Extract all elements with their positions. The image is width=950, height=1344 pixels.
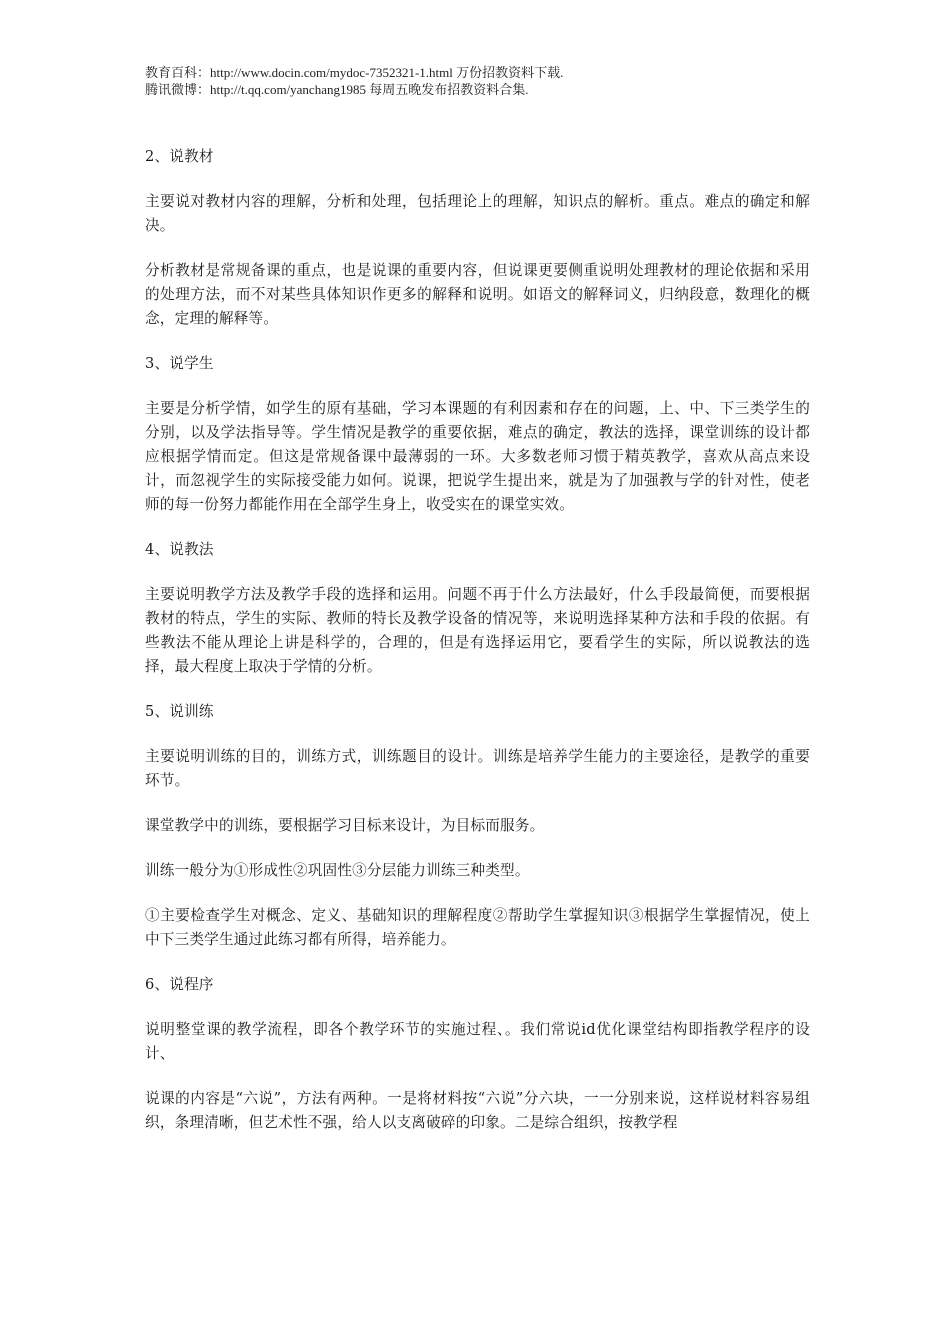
section-heading-teaching-material: 2、说教材 xyxy=(145,148,214,165)
paragraph: 主要说明训练的目的，训练方式，训练题目的设计。训练是培养学生能力的主要途径，是教学的重要环节。 xyxy=(145,748,810,789)
section-heading-students: 3、说学生 xyxy=(145,355,214,372)
header-line-baike: 教育百科：http://www.docin.com/mydoc-7352321-1.html 万份招教资料下载. xyxy=(145,65,564,80)
section-heading-training: 5、说训练 xyxy=(145,703,214,720)
paragraph: 分析教材是常规备课的重点，也是说课的重要内容，但说课更要侧重说明处理教材的理论依据和采用的处理方法，而不对某些具体知识作更多的解释和说明。如语文的解释词义，归纳段意，数理化的概念，定理的解释等。 xyxy=(145,262,810,327)
paragraph: 训练一般分为①形成性②巩固性③分层能力训练三种类型。 xyxy=(145,862,530,879)
header-line-weibo: 腾讯微博：http://t.qq.com/yanchang1985 每周五晚发布招教资料合集. xyxy=(145,82,529,97)
paragraph: 说明整堂课的教学流程，即各个教学环节的实施过程、。我们常说id优化课堂结构即指教学程序的设计、 xyxy=(145,1021,810,1062)
paragraph: 课堂教学中的训练，要根据学习目标来设计，为目标而服务。 xyxy=(145,817,545,834)
page-header xyxy=(145,64,825,98)
paragraph: 说课的内容是“六说”，方法有两种。一是将材料按“六说”分六块，一一分别来说，这样说材料容易组织，条理清晰，但艺术性不强，给人以支离破碎的印象。二是综合组织，按教学程 xyxy=(145,1090,810,1131)
paragraph: 主要是分析学情，如学生的原有基础，学习本课题的有利因素和存在的问题，上、中、下三类学生的分别，以及学法指导等。学生情况是教学的重要依据，难点的确定，教法的选择，课堂训练的设计都应根据学情而定。但这是常规备课中最薄弱的一环。大多数老师习惯于精英教学，喜欢从高点来设计，而忽视学生的实际接受能力如何。说课，把说学生提出来，就是为了加强教与学的针对性，使老师的每一份努力都能作用在全部学生身上，收受实在的课堂实效。 xyxy=(145,400,810,513)
document-body xyxy=(145,145,810,1156)
section-heading-teaching-method: 4、说教法 xyxy=(145,541,214,558)
paragraph: 主要说明教学方法及教学手段的选择和运用。问题不再于什么方法最好，什么手段最简便，而要根据教材的特点，学生的实际、教师的特长及教学设备的情况等，来说明选择某种方法和手段的依据。有些教法不能从理论上讲是科学的，合理的，但是有选择运用它，要看学生的实际，所以说教法的选择，最大程度上取决于学情的分析。 xyxy=(145,586,810,675)
paragraph: ①主要检查学生对概念、定义、基础知识的理解程度②帮助学生掌握知识③根据学生掌握情况，使上中下三类学生通过此练习都有所得，培养能力。 xyxy=(145,907,810,948)
paragraph: 主要说对教材内容的理解，分析和处理，包括理论上的理解，知识点的解析。重点。难点的确定和解决。 xyxy=(145,193,810,234)
section-heading-procedure: 6、说程序 xyxy=(145,976,214,993)
